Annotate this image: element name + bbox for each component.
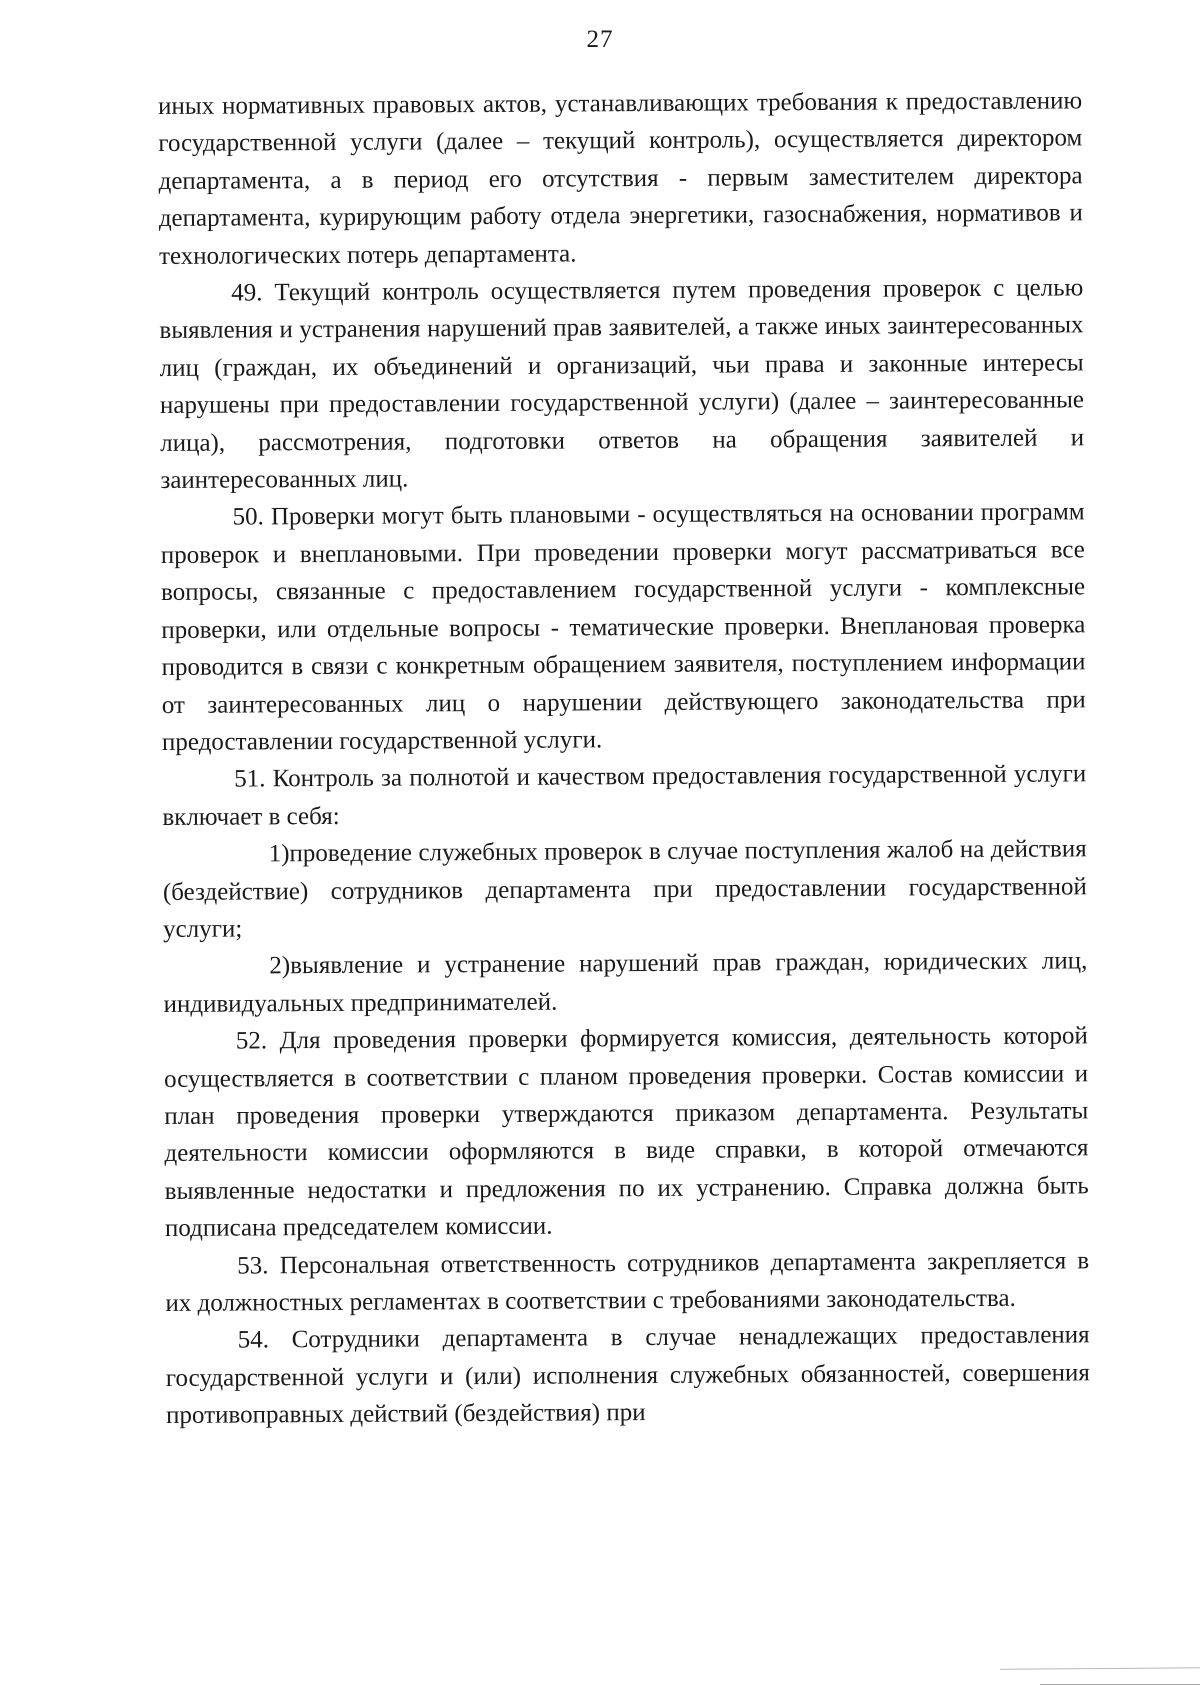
paragraph-continuation: иных нормативных правовых актов, устанавливающих требования к предоставлению государственной услуги (далее – текущий контроль), осуществляется директором департамента, а в период его отсутствия - первым заместителем директора департамента, курирующим работу отдела энергетики, газоснабжения, нормативов и технологических потерь департамента. (158, 87, 1083, 270)
list-item-1: 1)проведение служебных проверок в случае поступления жалоб на действия (бездействие) сотрудников департамента при предоставлении государственной услуги; (162, 835, 1087, 943)
scan-edge-artifact (980, 1655, 1200, 1695)
paragraph-54: 54. Сотрудники департамента в случае ненадлежащих предоставления государственной услуги и (или) исполнения служебных обязанностей, совершения противоправных действий (бездействия) при (165, 1321, 1090, 1430)
paragraph-52: 52. Для проведения проверки формируется комиссия, деятельность которой осуществляется в соответствии с планом проведения проверки. Состав комиссии и план проведения проверки утверждаются приказом департамента. Результаты деятельности комиссии оформляются в виде справки, в которой отмечаются выявленные недостатки и предложения по их устранению. Справка должна быть подписана председателем комиссии. (163, 1022, 1089, 1243)
paragraph-51: 51. Контроль за полнотой и качеством предоставления государственной услуги включает в себя: (162, 760, 1087, 831)
scan-line (1000, 1667, 1200, 1669)
list-item-2: 2)выявление и устранение нарушений прав граждан, юридических лиц, индивидуальных предпринимателей. (163, 947, 1088, 1018)
paragraph-49: 49. Текущий контроль осуществляется путем проведения проверок с целью выявления и устранения нарушений прав заявителей, а также иных заинтересованных лиц (граждан, их объединений и организаций, чьи права и законные интересы нарушены при предоставлении государственной услуги) (далее – заинтересованные лица), рассмотрения, подготовки ответов на обращения заявителей и заинтересованных лиц. (159, 274, 1085, 495)
paragraph-50: 50. Проверки могут быть плановыми - осуществляться на основании программ проверок и внеплановыми. При проведении проверки могут рассматриваться все вопросы, связанные с предоставлением государственной услуги - комплексные проверки, или отдельные вопросы - тематические проверки. Внеплановая проверка проводится в связи с конкретным обращением заявителя, поступлением информации от заинтересованных лиц о нарушении действующего законодательства при предоставлении государственной услуги. (160, 498, 1086, 756)
page-number: 27 (586, 26, 614, 53)
document-body (158, 82, 1090, 1434)
paragraph-53: 53. Персональная ответственность сотрудников департамента закрепляется в их должностных регламентах в соответствии с требованиями законодательства. (165, 1246, 1090, 1317)
scan-line (1040, 1684, 1200, 1685)
